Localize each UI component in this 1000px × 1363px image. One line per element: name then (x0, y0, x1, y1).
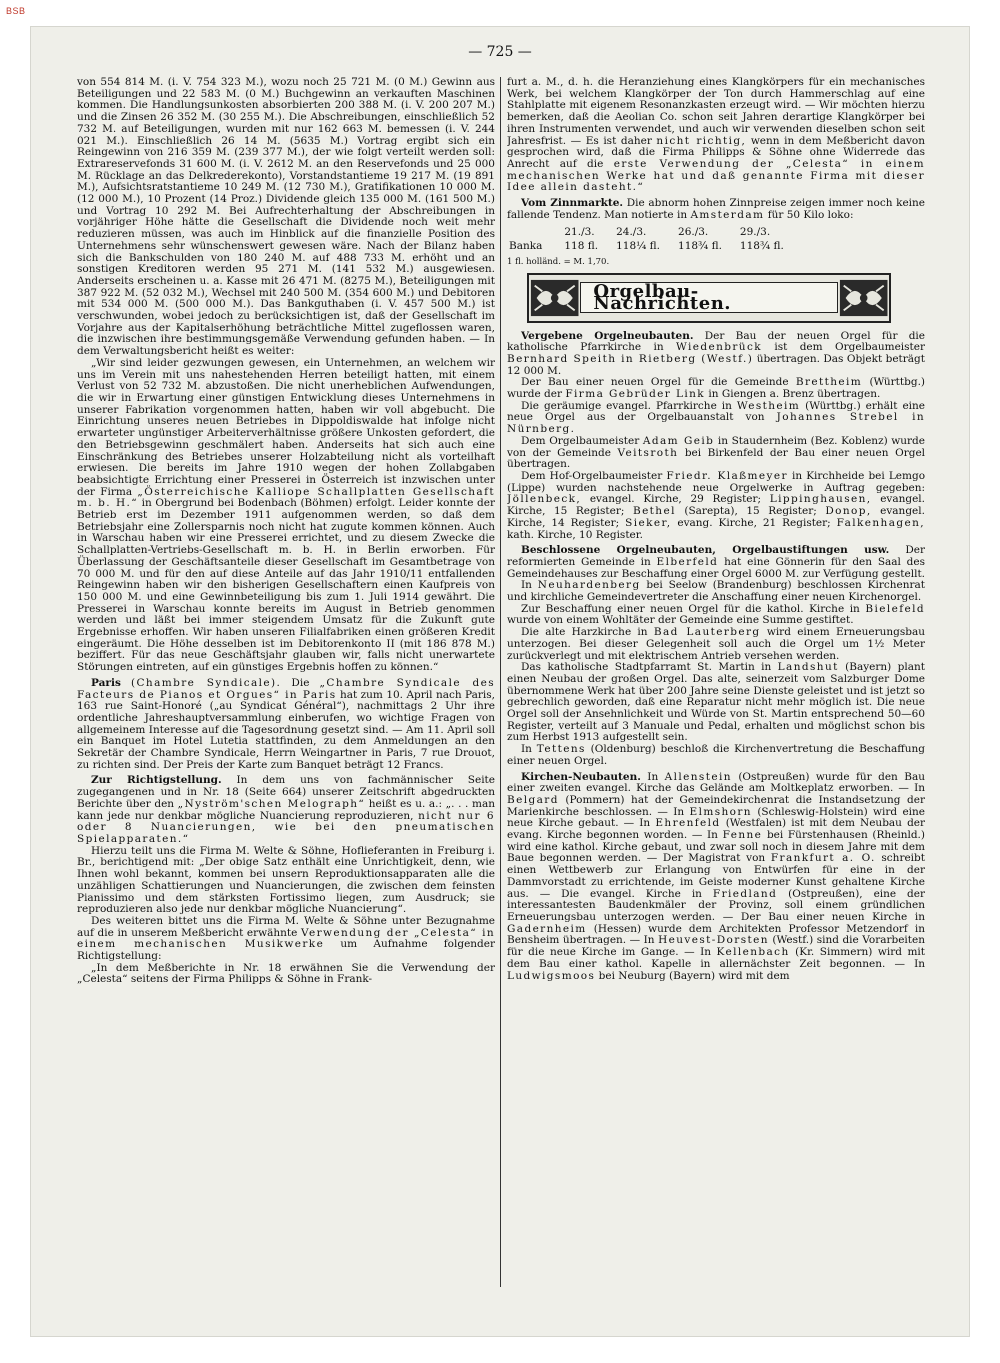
planned-organ-4: Die alte Harzkirche in Bad Lauterberg wird einem Erneuerungsbau unterzogen. Bei dieser Gelegenheit soll auch die Orgel um 1½ Meter zurückverlegt und mit elektrischem Antrieb versehen werden. (507, 626, 925, 662)
planned-organ-1: Beschlossene Orgelneubauten, Orgelbaustiftungen usw. Der reformierten Gemeinde in Elberfeld hat eine Gönnerin für den Saal des Gemeindehauses zur Beschaffung einer Orgel 6000 M. zur Verfügung gestellt. (507, 544, 925, 580)
left-column (77, 77, 495, 1287)
awarded-organ-3: Die geräumige evangel. Pfarrkirche in Westheim (Württbg.) erhält eine neue Orgel aus der Orgelbauanstalt von Johannes Strebel in Nürnberg. (507, 399, 925, 436)
management-report-quote: „Wir sind leider gezwungen gewesen, ein Unternehmen, an welchem wir uns im Verein mit uns nahestehenden Herren beteiligt hatten, mit einem Verlust von 52 732 M. abzustoßen. Die nicht unerheblichen Aufwendungen, die wir in Erwartung einer günstigen Entwicklung dieses Unternehmens in unserer Fabrikation vorgenommen hatten, haben wir voll abgebucht. Die Einrichtung unseres neuen Betriebes in Dippoldiswalde hat infolge nicht erwarteter ungünstiger Arbeiterverhältnisse größere Unkosten gefordert, die den Betriebsgewinn geschmälert haben. Anderseits hat sich auch eine Einschränkung des Betriebes unserer Holzabteilung nicht als vorteilhaft erwiesen. Die bereits im Jahre 1910 wegen der hohen Zollabgaben beabsichtigte Errichtung einer Presserei in Österreich ist inzwischen unter der Firma „Österreichische Kalliope Schallplatten Gesellschaft m. b. H.“ in Obergrund bei Bodenbach (Böhmen) erfolgt. Leider konnte der Betrieb erst im Dezember 1911 aufgenommen werden, so daß dem Betriebsjahr eine Zollersparnis noch nicht hat zugute kommen können. Auch in Warschau haben wir eine Presserei errichtet, und zu diesem Zwecke die Schallplatten-Vertriebs-Gesellschaft m. b. H. in Berlin erworben. Für Überlassung der Geschäftsanteile dieser Gesellschaft im Gesamtbetrage von 70 000 M. und für den auf diese Anteile auf das Jahr 1910/11 entfallenden Reingewinn haben wir den bisherigen Gesellschaftern einen Kaufpreis von 150 000 M. und eine Gewinnbeteiligung bis zum 1. Juli 1914 gewährt. Die Presserei in Warschau konnte bereits im August in Betrieb genommen werden und läßt bei immer steigendem Umsatz für die Zukunft gute Ergebnisse erhoffen. Wir haben unseren Filialfabriken einen größeren Kredit eingeräumt. Die Höhe desselben ist im Debitorenkonto II (mit 186 878 M.) beziffert. Für das neue Geschäftsjahr glauben wir, falls nicht unerwartete Störungen eintreten, auf ein günstiges Ergebnis hoffen zu können.“ (77, 356, 495, 674)
welte-quote-continued: furt a. M., d. h. die Heranziehung eines Klangkörpers für ein mechanisches Werk, bei welchem Klangkörper der Ton durch Hammerschlag auf eine Stahlplatte mit eigenem Resonanzkasten erzeugt wird. — Wir möchten hierzu bemerken, daß die Aeolian Co. schon seit Jahren derartige Klangkörper bei ihren Instrumenten verwendet, und auch wir verwenden dieselben schon seit Jahresfrist. — Es ist daher nicht richtig, wenn in dem Meßbericht davon gesprochen wird, daß die Firma Philipps & Söhne ohne Widerrede das Anrecht auf die erste Verwendung der „Celesta“ in einem mechanischen Werke hat und daß genannte Firma mit dieser Idee allein dasteht.“ (507, 77, 925, 194)
planned-organ-3: Zur Beschaffung einer neuen Orgel für die kathol. Kirche in Bielefeld wurde von einem Wohltäter der Gemeinde eine Summe gestiftet. (507, 602, 925, 627)
currency-note: 1 fl. holländ. = M. 1,70. (507, 256, 610, 267)
correction-section: Zur Richtigstellung. In dem uns von fachmännischer Seite zugegangenen und in Nr. 18 (Seite 664) unserer Zeitschrift abgedruckten Berichte über den „Nyström'schen Melograph“ heißt es u. a.: „. . . man kann jede nur denkbar mögliche Nuancierung reproduzieren, nicht nur 6 oder 8 Nuancierungen, wie bei den pneumatischen Spielapparaten.“ (77, 774, 495, 845)
tin-market-section: Vom Zinnmarkte. Die abnorm hohen Zinnpreise zeigen immer noch keine fallende Tendenz. Man notierte in Amsterdam für 50 Kilo loko: (507, 197, 925, 221)
tin-price-table (507, 225, 802, 254)
planned-organ-6: In Tettens (Oldenburg) beschloß die Kirchenvertretung die Beschaffung einer neuen Orgel. (507, 743, 925, 767)
section-banner (527, 273, 891, 323)
company-name: „Österreichische Kalliope Schallplatten Gesellschaft m. b. H.“ (77, 485, 495, 510)
tin-table-row: Banka 118 fl. 118¼ fl. 118¾ fl. 118¾ fl. (509, 240, 784, 253)
column-divider (500, 77, 501, 1287)
paris-section: Paris (Chambre Syndicale). Die „Chambre Syndicale des Facteurs de Pianos et Orgues“ in Paris hat zum 10. April nach Paris, 163 rue Saint-Honoré („au Syndicat Général“), nachmittags 2 Uhr ihre ordentliche Jahreshauptversammlung einberufen, wo wichtige Fragen von allgemeinem Interesse auf die Tagesordnung gesetzt sind. — Am 11. April soll ein Banquet im Hotel Lutetia stattfinden, zu dem Anmeldungen an den Sekretär der Chambre Syndicale, Herrn Weingartner in Paris, 7 rue Drouot, zu richten sind. Der Preis der Karte zum Banquet beträgt 12 Francs. (77, 676, 495, 771)
welte-quote-start: „In dem Meßberichte in Nr. 18 erwähnen Sie die Verwendung der „Celesta“ seitens der Firma Philipps & Söhne in Frank- (77, 961, 495, 986)
planned-organ-5: Das katholische Stadtpfarramt St. Martin in Landshut (Bayern) plant einen Neubau der großen Orgel. Das alte, seinerzeit vom Salzburger Dome übernommene Werk hat über 200 Jahre seine Dienste geleistet und ist jetzt so gebrechlich geworden, daß eine Reparatur nicht mehr möglich ist. Die neue Orgel soll der Ansehnlichkeit und Würde von St. Martin entsprechend 50—60 Register, verteilt auf 3 Manuale und Pedal, erhalten und möglichst schon bis zum Herbst 1913 aufgestellt sein. (507, 661, 925, 744)
library-stamp: BSB (6, 6, 26, 16)
paris-heading: Paris (91, 676, 121, 689)
tin-table-header: 21./3. 24./3. 26./3. 29./3. (564, 226, 771, 239)
ornament-left-icon (529, 277, 580, 319)
banner-title: Orgelbau-Nachrichten. (580, 282, 837, 313)
right-column (507, 77, 925, 1287)
financial-report-paragraph: von 554 814 M. (i. V. 754 323 M.), wozu noch 25 721 M. (0 M.) Gewinn aus Beteiligungen und 22 583 M. (0 M.) Buchgewinn an verkauften Maschinen kommen. Die Handlungsunkosten absorbierten 200 388 M. (i. V. 200 207 M.) und die Zinsen 26 352 M. (30 255 M.). Die Abschreibungen, einschließlich 52 732 M. auf Beteiligungen, wurden mit nur 162 663 M. bemessen (i. V. 244 021 M.). Einschließlich 26 14 M. (5635 M.) Vortrag ergibt sich ein Reingewinn von 216 359 M. (239 377 M.), der wie folgt verteilt werden soll: Extrareservefonds 31 600 M. (i. V. 2612 M. an den Reservefonds und 25 000 M. Rücklage an das Delkrederekonto), Vorstandstantieme 19 217 M. (19 891 M.), Aufsichtsratstantieme 10 249 M. (12 730 M.), Gratifikationen 10 000 M. (12 000 M.), 10 Prozent (14 Proz.) Dividende gleich 135 000 M. (161 500 M.) und Vortrag 10 292 M. Bei Aufrechterhaltung der Abschreibungen in vorjähriger Höhe hätte die Gesellschaft die Dividende noch weit mehr reduzieren müssen, was auch im Hinblick auf die finanzielle Position des Unternehmens sehr wünschenswert gewesen wäre. Nach der Bilanz haben sich die Bankschulden von 180 240 M. auf 488 733 M. erhöht und an sonstigen Kreditoren werden 95 271 M. (141 532 M.) ausgewiesen. Anderseits erscheinen u. a. Kasse mit 26 471 M. (8275 M.), Beteiligungen mit 387 922 M. (52 032 M.), Wechsel mit 240 500 M. (354 600 M.) und Debitoren mit 534 000 M. (500 000 M.). Das Bankguthaben (i. V. 457 500 M.) ist verschwunden, wobei jedoch zu berücksichtigen ist, daß der Gesellschaft im Vorjahre aus der Kapitalserhöhung beträchtliche Mittel zugeflossen waren, die inzwischen ihre bestimmungsgemäße Verwendung gefunden haben. — In dem Verwaltungsbericht heißt es weiter: (77, 77, 495, 358)
awarded-organ-1: Vergebene Orgelneubauten. Der Bau der neuen Orgel für die katholische Pfarrkirche in Wiedenbrück ist dem Orgelbaumeister Bernhard Speith in Rietberg (Westf.) übertragen. Das Objekt beträgt 12 000 M. (507, 329, 925, 377)
correction-heading: Zur Richtigstellung. (91, 774, 222, 787)
ornament-right-icon (838, 277, 889, 319)
planned-organs-heading: Beschlossene Orgelneubauten, Orgelbaustiftungen usw. (521, 544, 890, 557)
awarded-organ-5: Dem Hof-Orgelbaumeister Friedr. Klaßmeyer in Kirchheide bei Lemgo (Lippe) wurden nachstehende neue Orgelwerke in Auftrag gegeben: Jöllenbeck, evangel. Kirche, 29 Register; Lippinghausen, evangel. Kirche, 15 Register; Bethel (Sarepta), 15 Register; Donop, evangel. Kirche, 14 Register; Sieker, evang. Kirche, 21 Register; Falkenhagen, kath. Kirche, 10 Register. (507, 469, 925, 541)
welte-paragraph: Hierzu teilt uns die Firma M. Welte & Söhne, Hoflieferanten in Freiburg i. Br., berichtigend mit: „Der obige Satz enthält eine Unrichtigkeit, denn, wie Ihnen wohl bekannt, kommen bei unsern Reproduktionsapparaten alle die unzähligen Schattierungen und Nuancierungen, die zwischen dem feinsten Pianissimo und dem stärksten Fortissimo liegen, zum Ausdruck; sie reproduzieren also jede nur denkbar mögliche Nuancierung“. (77, 844, 495, 916)
awarded-organs-heading: Vergebene Orgelneubauten. (521, 329, 694, 342)
tin-market-heading: Vom Zinnmarkte. (521, 197, 624, 210)
welte-request-paragraph: Des weiteren bittet uns die Firma M. Welte & Söhne unter Bezugnahme auf die in unserem Meßbericht erwähnte Verwendung der „Celesta“ in einem mechanischen Musikwerke um Aufnahme folgender Richtigstellung: (77, 914, 495, 963)
page-number: — 725 — (468, 44, 532, 60)
church-construction-heading: Kirchen-Neubauten. (521, 770, 641, 783)
awarded-organ-4: Dem Orgelbaumeister Adam Geib in Staudernheim (Bez. Koblenz) wurde von der Gemeinde Veitsroth bei Birkenfeld der Bau einer neuen Orgel übertragen. (507, 434, 925, 471)
awarded-organ-2: Der Bau einer neuen Orgel für die Gemeinde Brettheim (Württbg.) wurde der Firma Gebrüder Link in Giengen a. Brenz übertragen. (507, 376, 925, 401)
planned-organ-2: In Neuhardenberg bei Seelow (Brandenburg) beschlossen Kirchenrat und kirchliche Gemeindevertreter die Anschaffung einer neuen Kirchenorgel. (507, 579, 925, 604)
church-construction-section: Kirchen-Neubauten. In Allenstein (Ostpreußen) wurde für den Bau einer zweiten evangel. Kirche das Gelände am Moltkeplatz erworben. — In Belgard (Pommern) hat der Gemeindekirchenrat die Instandsetzung der Marienkirche beschlossen. — In Elmshorn (Schleswig-Holstein) wird eine neue Kirche gebaut. — In Ehrenfeld (Westfalen) ist mit dem Neubau der evang. Kirche begonnen worden. — In Fenne bei Fürstenhausen (Rheinld.) wird eine kathol. Kirche gebaut, und zwar soll noch in diesem Jahre mit dem Baue begonnen werden. — Der Magistrat von Frankfurt a. O. schreibt einen Wettbewerb zur Erlangung von Entwürfen für eine in der Dammvorstadt zu errichtende, im Geiste moderner Kunst gehaltene Kirche aus. — Die evangel. Kirche in Friedland (Ostpreußen), eine der interessantesten Baudenkmäler der Provinz, soll einem gründlichen Erneuerungsbau unterzogen werden. — Der Bau einer neuen Kirche in Gadernheim (Hessen) wurde dem Architekten Professor Metzendorf in Bensheim übertragen. — In Heuvest-Dorsten (Westf.) sind die Vorarbeiten für die neue Kirche im Gange. — In Kellenbach (Kr. Simmern) wird mit dem Bau einer kathol. Kapelle in allernächster Zeit begonnen. — In Ludwigsmoos bei Neuburg (Bayern) wird mit dem (507, 770, 925, 982)
